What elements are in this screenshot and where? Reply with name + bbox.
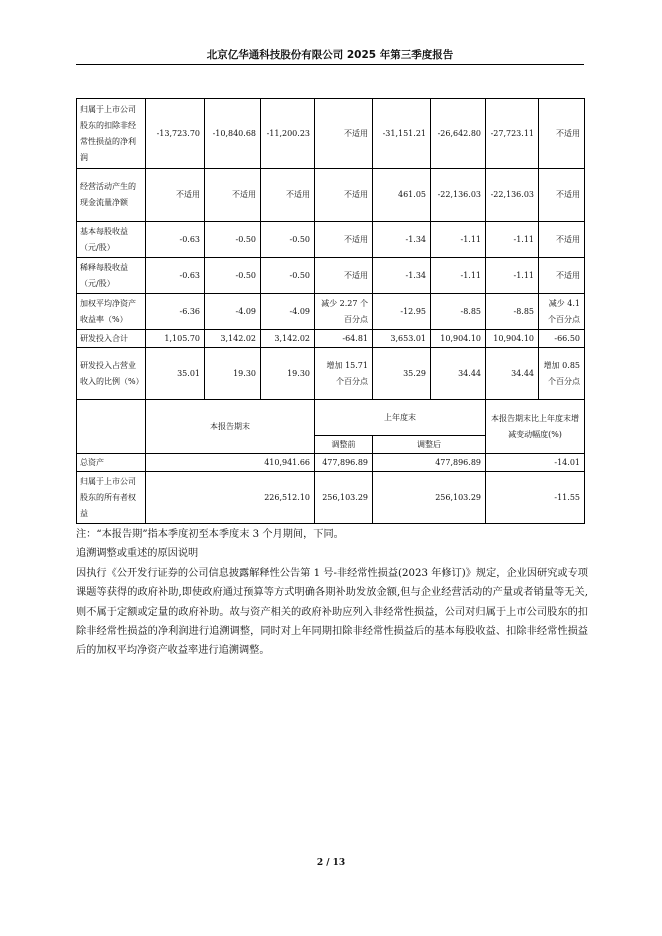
- table-row: [77, 258, 585, 294]
- table-cell: -1.11: [486, 258, 539, 294]
- table-cell: -6.36: [146, 294, 205, 330]
- row-label: 研发投入合计: [77, 330, 146, 348]
- table-cell: 不适用: [539, 258, 585, 294]
- table-cell: 34.44: [486, 348, 539, 400]
- table-cell: 256,103.29: [315, 472, 373, 524]
- table-cell: -1.11: [431, 258, 486, 294]
- table-cell: -10,840.68: [205, 99, 261, 169]
- table-row: [77, 169, 585, 222]
- table-cell: 不适用: [315, 258, 373, 294]
- table-cell: 256,103.29: [373, 472, 486, 524]
- table-cell: 3,142.02: [261, 330, 315, 348]
- table-cell: 10,904.10: [486, 330, 539, 348]
- table-cell: 19.30: [261, 348, 315, 400]
- table-cell: -0.50: [261, 258, 315, 294]
- note-paragraph: 因执行《公开发行证券的公司信息披露解释性公告第 1 号-非经常性损益(2023 年修订)》规定，企业因研究或专项课题等获得的政府补助,即使政府通过预算等方式明确各期补助发放金额,但与企业经营活动的产量或者销量等无关,则不属于定额或定量的政府补助。故与资产相关的政府补助应列入非经常性损益，公司对归属于上市公司股东的扣除非经常性损益的净利润进行追溯调整，同时对上年同期扣除非经常性损益后的基本每股收益、扣除非经常性损益后的加权平均净资产收益率进行追溯调整。: [76, 567, 588, 657]
- header-change: 本报告期末比上年度末增减变动幅度(%): [486, 400, 585, 454]
- table-row: [77, 348, 585, 400]
- table-cell: 35.29: [373, 348, 431, 400]
- header-rule: [76, 64, 584, 65]
- table-cell: -8.85: [486, 294, 539, 330]
- table-cell: 461.05: [373, 169, 431, 222]
- table-cell: 增加 0.85 个百分点: [539, 348, 585, 400]
- table-cell: 减少 4.1 个百分点: [539, 294, 585, 330]
- row-label: 稀释每股收益（元/股）: [77, 258, 146, 294]
- header-current-end: 本报告期末: [146, 400, 315, 454]
- table-cell: -8.85: [431, 294, 486, 330]
- header-before-adj: 调整前: [315, 436, 373, 454]
- financial-data-table: [76, 98, 585, 524]
- table-cell: 19.30: [205, 348, 261, 400]
- table-cell: -0.63: [146, 258, 205, 294]
- notes-section: [76, 525, 588, 661]
- table-cell: -1.34: [373, 222, 431, 258]
- table-cell: 不适用: [261, 169, 315, 222]
- row-label: 归属于上市公司股东的扣除非经常性损益的净利润: [77, 99, 146, 169]
- table-row: [77, 454, 585, 472]
- table-cell: -66.50: [539, 330, 585, 348]
- table-cell: 35.01: [146, 348, 205, 400]
- table-cell: 34.44: [431, 348, 486, 400]
- table-cell: -64.81: [315, 330, 373, 348]
- table-cell: -22,136.03: [486, 169, 539, 222]
- table-cell: 477,896.89: [373, 454, 486, 472]
- page-header: 北京亿华通科技股份有限公司 2025 年第三季度报告: [206, 49, 454, 61]
- table-cell: 不适用: [539, 99, 585, 169]
- table-cell: -13,723.70: [146, 99, 205, 169]
- table-cell: 不适用: [146, 169, 205, 222]
- table-cell: 410,941.66: [146, 454, 315, 472]
- table-cell: 不适用: [315, 222, 373, 258]
- table-cell: -1.11: [486, 222, 539, 258]
- table-cell: -12.95: [373, 294, 431, 330]
- table-cell: -14.01: [486, 454, 585, 472]
- table-cell: 不适用: [205, 169, 261, 222]
- table-cell: -0.50: [205, 222, 261, 258]
- table-cell: 减少 2.27 个百分点: [315, 294, 373, 330]
- balance-header-row: [77, 400, 585, 436]
- table-cell: 不适用: [539, 169, 585, 222]
- table-cell: -27,723.11: [486, 99, 539, 169]
- table-cell: 477,896.89: [315, 454, 373, 472]
- table-cell: 1,105.70: [146, 330, 205, 348]
- table-cell: -0.63: [146, 222, 205, 258]
- table-cell: -26,642.80: [431, 99, 486, 169]
- table-cell: -22,136.03: [431, 169, 486, 222]
- header-last-year-end: 上年度末: [315, 400, 486, 436]
- table-row: [77, 472, 585, 524]
- table-cell: 不适用: [315, 99, 373, 169]
- table-row: [77, 222, 585, 258]
- row-label: 基本每股收益（元/股）: [77, 222, 146, 258]
- table-row: [77, 294, 585, 330]
- table-cell: -11,200.23: [261, 99, 315, 169]
- row-label: 经营活动产生的现金流量净额: [77, 169, 146, 222]
- table-cell: -11.55: [486, 472, 585, 524]
- row-label: 归属于上市公司股东的所有者权益: [77, 472, 146, 524]
- page-number: 2 / 13: [316, 858, 346, 868]
- note-heading: 追溯调整或重述的原因说明: [76, 548, 199, 560]
- table-cell: 不适用: [539, 222, 585, 258]
- table-cell: 10,904.10: [431, 330, 486, 348]
- table-cell: -4.09: [205, 294, 261, 330]
- table-row: [77, 330, 585, 348]
- table-cell: 增加 15.71 个百分点: [315, 348, 373, 400]
- table-row: [77, 99, 585, 169]
- row-label: 研发投入占营业收入的比例（%）: [77, 348, 146, 400]
- table-cell: -0.50: [261, 222, 315, 258]
- table-cell: -31,151.21: [373, 99, 431, 169]
- table-cell: -1.34: [373, 258, 431, 294]
- table-cell: 不适用: [315, 169, 373, 222]
- table-cell: 226,512.10: [146, 472, 315, 524]
- table-cell-empty: [77, 400, 146, 454]
- table-cell: -0.50: [205, 258, 261, 294]
- table-cell: 3,142.02: [205, 330, 261, 348]
- table-cell: -1.11: [431, 222, 486, 258]
- note-text: 注：“本报告期”指本季度初至本季度末 3 个月期间，下同。: [76, 529, 344, 540]
- table-cell: -4.09: [261, 294, 315, 330]
- header-after-adj: 调整后: [373, 436, 486, 454]
- row-label: 总资产: [77, 454, 146, 472]
- row-label: 加权平均净资产收益率（%）: [77, 294, 146, 330]
- table-cell: 3,653.01: [373, 330, 431, 348]
